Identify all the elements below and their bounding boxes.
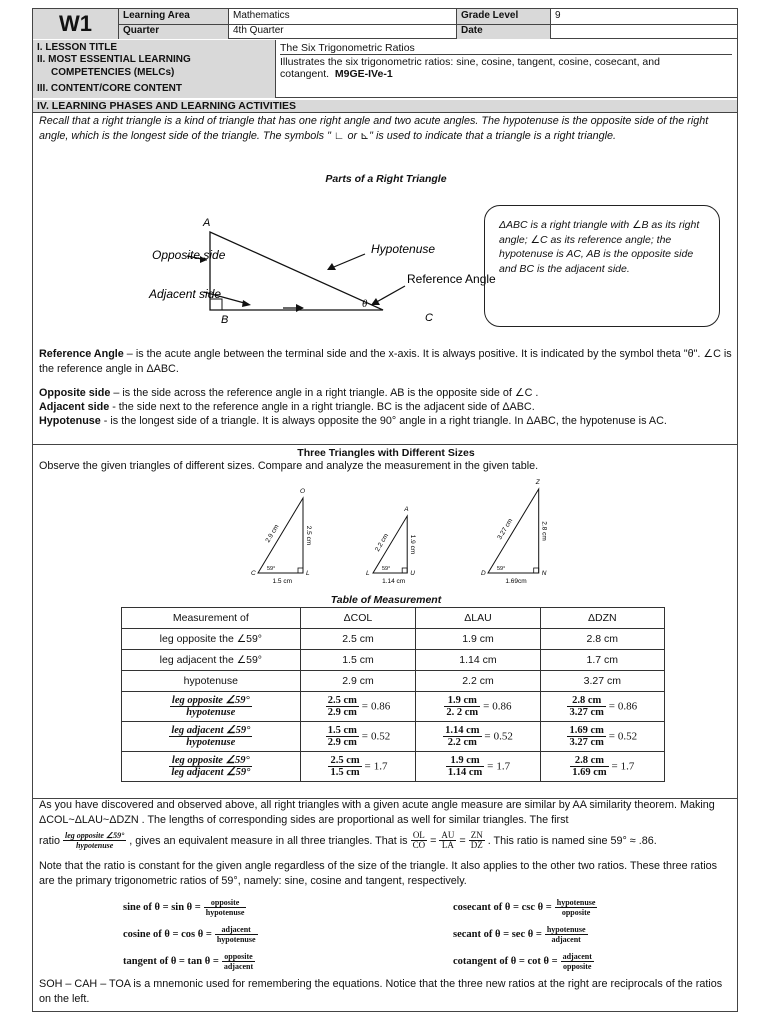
ratio-cell-fraction (567, 725, 605, 748)
side-ratio-fraction (439, 831, 456, 850)
formula-num: hypotenuse (556, 898, 596, 907)
triangle-adj-label: 1.5 cm (272, 578, 293, 585)
ratio-cell (540, 752, 664, 782)
ratio-cell-den: 2.9 cm (327, 707, 357, 718)
term-hypotenuse: Hypotenuse (39, 415, 101, 427)
ratio-word: ratio (39, 834, 61, 847)
triangle-shape (210, 232, 383, 310)
formula-den: hypotenuse (216, 935, 256, 944)
right-angle-marker (298, 568, 303, 573)
ratio-cell-num: 1.14 cm (445, 725, 480, 736)
formula-1 (123, 921, 258, 948)
similar-triangle (251, 488, 312, 585)
mnemonic-paragraph: SOH – CAH – TOA is a mnemonic used for remembering the equations. Notice that the three new ratios at the right are reciprocals of the ratios on the left. (39, 978, 723, 1005)
triangle-top-label: Z (535, 479, 540, 486)
quarter-value: 4th Quarter (229, 24, 457, 39)
measurement-table (121, 607, 665, 782)
formula-fraction (215, 925, 258, 944)
formula-lhs: cotangent of θ = cot θ = (453, 956, 558, 967)
formula-lhs: cosine of θ = cos θ = (123, 929, 212, 940)
table-cell: 1.7 cm (540, 650, 664, 671)
ratio-cell-num: 1.9 cm (446, 755, 484, 767)
table-row (122, 671, 665, 692)
ratio-cell-value: 0.52 (493, 730, 513, 743)
ratio-cell-num: 1.9 cm (444, 695, 480, 707)
phases-heading: IV. LEARNING PHASES AND LEARNING ACTIVITIES (33, 100, 737, 113)
ratio-cell (416, 722, 540, 752)
triangle-outline (258, 498, 303, 573)
ratio-cell-den: 1.69 cm (572, 767, 607, 778)
row-label: hypotenuse (122, 671, 301, 692)
ratio-cell-den: 1.14 cm (447, 767, 483, 778)
parts-title: Parts of a Right Triangle (325, 173, 447, 185)
ratio-cell (300, 752, 416, 782)
header-triangle: ΔDZN (540, 608, 664, 629)
right-triangle-callout: ΔABC is a right triangle with ∠B as its right angle; ∠C as its reference angle; the hypotenuse is AC, AB is the opposite side and BC is the adjacent side. (484, 205, 720, 327)
ratio-cell-fraction (328, 755, 361, 778)
melc-text-end: cotangent. (280, 68, 330, 80)
ratio-label-den: hypotenuse (186, 737, 236, 748)
ratio-cell-num: 1.69 cm (569, 725, 604, 736)
side-ratio-fraction (411, 831, 428, 850)
formula-num: opposite (222, 952, 255, 962)
ratio-label-fraction (170, 695, 252, 718)
arrow-adjacent-base (296, 304, 304, 312)
formula-2 (123, 948, 258, 975)
similar-triangle (481, 479, 548, 585)
table-header-row (122, 608, 665, 629)
table-cell: 1.9 cm (416, 629, 540, 650)
ratio-label-fraction (169, 725, 252, 748)
term-adjacent: Adjacent side (39, 401, 110, 413)
ratio-label (122, 752, 301, 782)
header-triangle: ΔCOL (300, 608, 416, 629)
ratio-label (122, 722, 301, 752)
ratio-eq-sign: = (611, 760, 618, 773)
adjacent-side-label: Adjacent side (149, 287, 222, 301)
melc-label: II. MOST ESSENTIAL LEARNING (37, 54, 191, 65)
lesson-info-labels (33, 40, 276, 98)
definition-reference (39, 347, 733, 377)
discover-fractions (411, 831, 485, 850)
formula-fraction (222, 952, 255, 971)
ratio-cell (300, 722, 416, 752)
ratio-cell-fraction (443, 725, 481, 748)
intro-paragraph: Recall that a right triangle is a kind of triangle that has one right angle and two acute angles. The hypotenuse is the opposite side of the right angle, which is the longest side of the triangle. The symbols " ∟ or ⊾" is used to indicate that a triangle is a right triangle. (39, 115, 709, 142)
ratio-cell-den: 2. 2 cm (446, 707, 479, 718)
right-angle-marker (402, 568, 407, 573)
ratio-num: leg opposite ∠59° (65, 831, 125, 840)
ratio-label-num: leg opposite ∠59° (171, 695, 250, 706)
formula-den: opposite (561, 908, 591, 917)
side-ratio-fraction (469, 831, 485, 850)
ratio-eq-sign: = (484, 730, 491, 743)
triangle-right-label: N (541, 570, 547, 577)
header-triangle: ΔLAU (416, 608, 540, 629)
ratio-cell (300, 692, 416, 722)
ratio-cell-fraction (326, 695, 359, 718)
formula-2 (453, 948, 597, 975)
table-cell: 1.5 cm (300, 650, 416, 671)
lesson-info-values (276, 40, 737, 98)
lesson-title: The Six Trigonometric Ratios (280, 42, 415, 54)
ratio-cell-value: 0.86 (617, 700, 638, 713)
three-triangles-title: Three Triangles with Different Sizes (297, 447, 475, 459)
triangle-top-label: O (300, 488, 306, 495)
triangle-hyp-label: 2.9 cm (264, 523, 281, 544)
formula-den: adjacent (223, 962, 254, 971)
vertex-b: B (221, 314, 229, 326)
lesson-title-label: I. LESSON TITLE (37, 42, 118, 53)
formulas-right (453, 894, 597, 975)
opposite-side-label: Opposite side (152, 248, 226, 262)
ratio-cell-den: 2.2 cm (447, 737, 477, 748)
formula-0 (123, 894, 258, 921)
ratio-row (122, 752, 665, 782)
similar-triangle (366, 506, 416, 585)
triangle-angle-label: 59° (267, 566, 276, 572)
formula-1 (453, 921, 597, 948)
ratio-cell-value: 1.7 (373, 760, 388, 773)
triangle-left-label: C (251, 570, 256, 577)
ratio-label-num: leg opposite ∠59° (169, 755, 252, 767)
formula-den: hypotenuse (205, 908, 245, 917)
ratio-cell-fraction (326, 725, 359, 748)
text-opposite: – is the side across the reference angle in a right triangle. AB is the opposite side of ∠C . (110, 387, 539, 399)
formula-fraction (204, 898, 247, 917)
ratio-cell (416, 752, 540, 782)
ratio-label-fraction (169, 755, 252, 778)
three-triangles-intro: Observe the given triangles of different sizes. Compare and analyze the measurement in the given table. (39, 460, 539, 472)
ratio-cell-value: 0.52 (617, 730, 638, 743)
ratio-cell-den: 3.27 cm (569, 707, 604, 718)
formula-den: opposite (563, 962, 592, 971)
ratio-cell-value: 1.7 (620, 760, 635, 773)
ratio-row (122, 722, 665, 752)
side-ratio-den: CO (412, 840, 426, 850)
row-label: leg opposite the ∠59° (122, 629, 301, 650)
side-ratio-num: AU (441, 830, 455, 840)
term-reference: Reference Angle (39, 348, 124, 360)
ratio-fraction (63, 831, 126, 850)
text-adjacent: - the side next to the reference angle in a right triangle. BC is the adjacent side of ΔABC. (109, 401, 535, 413)
formula-lhs: cosecant of θ = csc θ = (453, 902, 552, 913)
ratio-cell-num: 2.5 cm (327, 695, 357, 706)
ratio-cell-fraction (444, 695, 480, 718)
triangle-hyp-label: 3.27 cm (496, 517, 515, 541)
grade-level-label: Grade Level (457, 9, 551, 24)
definition-adjacent (39, 400, 733, 415)
ratio-eq-sign: = (361, 700, 369, 713)
triangle-opp-label: 2.8 cm (540, 521, 548, 541)
discover-paragraph: As you have discovered and observed above, all right triangles with a given acute angle measure are similar by AA similarity theorem. Making ΔCOL~ΔLAU~ΔDZN . The lengths of corresponding sides are proportional as well for similar triangles. The first (39, 799, 715, 826)
triangle-adj-label: 1.14 cm (382, 578, 406, 585)
ratio-eq-sign: = (361, 730, 369, 743)
lesson-info (33, 40, 737, 98)
ratio-eq-sign: = (483, 700, 490, 713)
ratio-den: hypotenuse (75, 841, 114, 850)
triangle-angle-label: 59° (382, 566, 391, 572)
ratio-cell (540, 692, 664, 722)
triangle-right-label: U (410, 570, 415, 577)
formula-num: opposite (204, 898, 247, 908)
melc-text: Illustrates the six trigonometric ratios: sine, cosine, tangent, cosine, cosecant, and (280, 54, 732, 68)
ratio-cell-value: 0.86 (492, 700, 512, 713)
ratio-cell-num: 2.5 cm (330, 755, 360, 766)
discover-text-2: , gives an equivalent measure in all three triangles. That is (129, 834, 408, 847)
table-cell: 2.8 cm (540, 629, 664, 650)
formula-fraction (555, 898, 598, 917)
triangle-opp-label: 2.5 cm (305, 525, 312, 546)
formula-fraction (545, 925, 588, 944)
table-cell: 2.5 cm (300, 629, 416, 650)
ratio-cell-value: 0.52 (370, 730, 391, 743)
ratio-cell-fraction (570, 755, 608, 778)
melc-text-2 (280, 68, 393, 80)
worksheet-page (32, 8, 738, 1012)
equals-sign: = (430, 834, 437, 847)
triangle-adj-label: 1.69cm (505, 578, 527, 585)
triangle-opp-label: 1.9 cm (409, 534, 417, 555)
ratio-eq-sign: = (487, 760, 494, 773)
vertex-a: A (203, 217, 211, 229)
ratio-cell-num: 1.5 cm (327, 725, 357, 736)
melc-code: M9GE-IVe-1 (334, 68, 393, 80)
right-angle-marker (534, 568, 539, 573)
discover-text-3: . This ratio is named sine 59° ≈ .86. (487, 834, 657, 847)
header-measurement: Measurement of (122, 608, 301, 629)
triangle-right-label: L (306, 570, 310, 577)
formula-lhs: tangent of θ = tan θ = (123, 956, 219, 967)
table-cell: 2.2 cm (416, 671, 540, 692)
text-reference: – is the acute angle between the terminal side and the x-axis. It is always positive. It is indicated by the symbol theta "θ". ∠C is the reference angle in ΔABC. (39, 348, 732, 375)
formula-num: adjacent (215, 925, 258, 935)
table-row (122, 650, 665, 671)
ratio-cell-den: 2.9 cm (327, 737, 357, 748)
ratio-eq-sign: = (608, 730, 615, 743)
quarter-label: Quarter (119, 24, 229, 39)
discover-ratio-line (39, 831, 657, 850)
date-value (551, 24, 737, 39)
three-triangles-figure (223, 479, 548, 587)
triangle-top-label: A (404, 506, 409, 513)
formula-lhs: sine of θ = sin θ = (123, 902, 201, 913)
learning-area-label: Learning Area (119, 9, 229, 24)
theta-label: θ (362, 298, 368, 310)
formula-0 (453, 894, 597, 921)
vertex-c: C (425, 312, 433, 324)
ratio-cell-value: 0.86 (370, 700, 391, 713)
table-cell: 2.9 cm (300, 671, 416, 692)
triangle-angle-label: 59° (497, 566, 506, 572)
side-ratio-den: LA (441, 840, 454, 850)
table-title: Table of Measurement (330, 594, 442, 606)
row-label: leg adjacent the ∠59° (122, 650, 301, 671)
definition-opposite (39, 386, 733, 401)
ratio-cell-fraction (567, 695, 605, 718)
text-hypotenuse: - is the longest side of a triangle. It is always opposite the 90° angle in a right triangle. In ΔABC, the hypotenuse is AC. (100, 415, 667, 427)
reference-angle-label: Reference Angle (407, 272, 496, 286)
header-grid (33, 9, 737, 39)
ratio-eq-sign: = (364, 760, 371, 773)
formula-lhs: secant of θ = sec θ = (453, 929, 542, 940)
formula-fraction (561, 952, 594, 971)
ratio-cell-den: 3.27 cm (569, 737, 604, 748)
triangle-left-label: D (481, 570, 486, 577)
table-cell: 3.27 cm (540, 671, 664, 692)
ratio-label-den: leg adjacent ∠59° (171, 767, 251, 778)
melc-label-2: COMPETENCIES (MELCs) (51, 67, 175, 78)
ratio-cell-fraction (446, 755, 484, 778)
ratio-cell-value: 1.7 (496, 760, 511, 773)
formulas-left (123, 894, 258, 975)
arrow-adjacent (242, 300, 251, 307)
table-cell: 1.14 cm (416, 650, 540, 671)
ratio-label (122, 692, 301, 722)
table-row (122, 629, 665, 650)
discover-note: Note that the ratio is constant for the given angle regardless of the size of the triangle. It also applies to the other two ratios. These three ratios are the primary trigonometric ratios of 59°, namely: sine, cosine and tangent, respectively. (39, 860, 717, 887)
side-ratio-den: DZ (470, 840, 483, 850)
grade-level-value: 9 (555, 10, 561, 21)
ratio-label-den: hypotenuse (186, 707, 236, 718)
date-label: Date (457, 24, 551, 39)
triangle-outline (488, 489, 539, 573)
ratio-cell-den: 1.5 cm (330, 767, 360, 778)
ratio-cell-num: 2.8 cm (567, 695, 605, 707)
side-ratio-num: ZN (470, 830, 483, 840)
content-label: III. CONTENT/CORE CONTENT (37, 83, 182, 94)
learning-area-value: Mathematics (229, 9, 457, 24)
ratio-cell (416, 692, 540, 722)
formula-den: adjacent (551, 935, 581, 944)
triangle-hyp-label: 2.2 cm (374, 532, 391, 553)
formula-num: adjacent (562, 952, 592, 961)
ratio-eq-sign: = (608, 700, 615, 713)
term-opposite: Opposite side (39, 387, 111, 399)
equals-sign: = (459, 834, 466, 847)
triangle-left-label: L (366, 570, 370, 577)
week-label: W1 (33, 9, 119, 39)
right-triangle-figure (103, 204, 496, 329)
ratio-row (122, 692, 665, 722)
ratio-cell-num: 2.8 cm (570, 755, 608, 767)
side-ratio-num: OL (411, 831, 428, 841)
formula-num: hypotenuse (546, 925, 586, 934)
hypotenuse-label: Hypotenuse (371, 242, 436, 256)
ratio-label-num: leg adjacent ∠59° (171, 725, 251, 736)
definition-hypotenuse (39, 414, 733, 429)
ratio-cell (540, 722, 664, 752)
